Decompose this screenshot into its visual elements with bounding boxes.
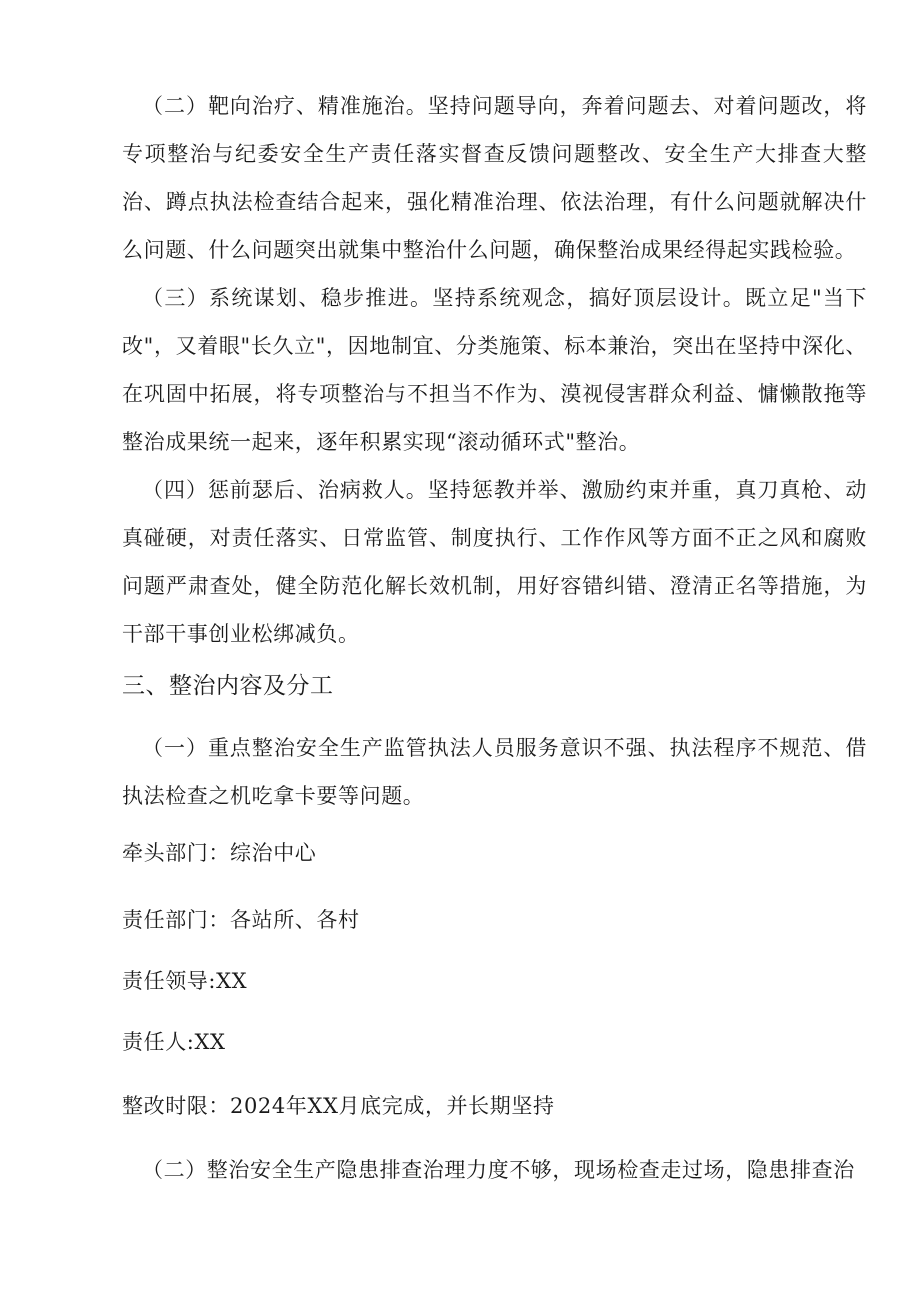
responsible-person: 责任人:XX <box>122 1030 226 1054</box>
paragraph-item-one: （一）重点整治安全生产监管执法人员服务意识不强、执法程序不规范、借执法检查之机吃拿卡要等问题。 <box>122 736 867 808</box>
paragraph-item-two-start: （二）整治安全生产隐患排查治理力度不够，现场检查走过场，隐患排查治 <box>142 1158 855 1182</box>
paragraph-systematic-planning: （三）系统谋划、稳步推进。坚持系统观念，搞好顶层设计。既立足"当下改"，又着眼"长久立"，因地制宜、分类施策、标本兼治，突出在坚持中深化、在巩固中拓展，将专项整治与不担当不作为、漠视侵害群众利益、慵懒散拖等整治成果统一起来，逐年积累实现“滚动循环式"整治。 <box>122 286 867 454</box>
paragraph-targeted-treatment: （二）靶向治疗、精准施治。坚持问题导向，奔着问题去、对着问题改，将专项整治与纪委安全生产责任落实督查反馈问题整改、安全生产大排查大整治、蹲点执法检查结合起来，强化精准治理、依法治理，有什么问题就解决什么问题、什么问题突出就集中整治什么问题，确保整治成果经得起实践检验。 <box>122 94 867 262</box>
responsible-leader: 责任领导:XX <box>122 969 248 993</box>
rectification-deadline: 整改时限：2024年XX月底完成，并长期坚持 <box>122 1094 555 1118</box>
lead-department: 牵头部门：综治中心 <box>122 841 317 865</box>
responsible-department: 责任部门：各站所、各村 <box>122 908 360 932</box>
paragraph-learn-from-past: （四）惩前瑟后、治病救人。坚持惩教并举、激励约束并重，真刀真枪、动真碰硬，对责任落实、日常监管、制度执行、工作作风等方面不正之风和腐败问题严肃查处，健全防范化解长效机制，用好容错纠错、澄清正名等措施，为干部干事创业松绑减负。 <box>122 478 867 646</box>
section-heading: 三、整治内容及分工 <box>122 673 334 699</box>
